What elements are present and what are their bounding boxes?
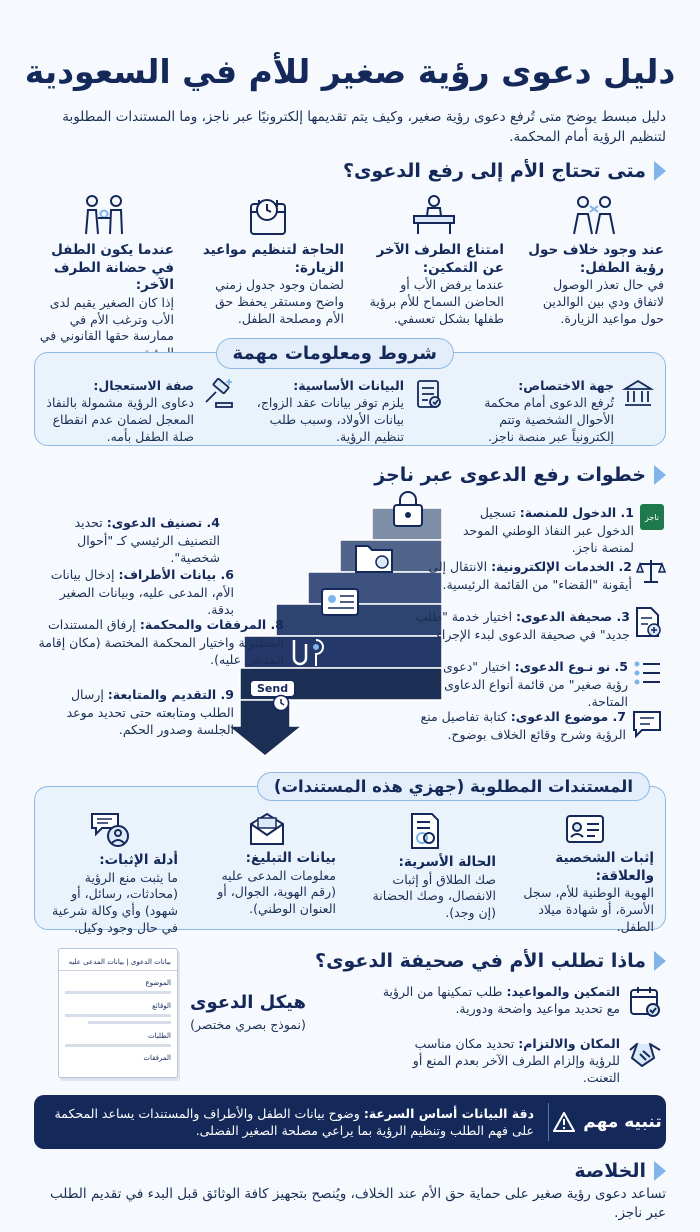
clock-icon <box>272 694 290 712</box>
rings-document-icon <box>356 812 496 850</box>
barrier-icon <box>364 194 504 238</box>
doc-item-4: أدلة الإثبات: ما يثبت منع الرؤية (محادثات، رسائل، أو شهود) وأي وكالة شرعية في حال وجود وكيل. <box>42 812 178 937</box>
scales-icon <box>636 556 666 586</box>
when-item-4: عندما يكون الطفل في حضانة الطرف الآخر: إذا كان الصغير يقيم لدى الأب وترغب الأم في ممارسة حقها القانوني في <box>34 194 174 362</box>
calendar-clock-icon <box>194 194 344 238</box>
section-when-heading: متى تحتاج الأم إلى رفع الدعوى؟ <box>343 160 666 182</box>
section-summary-heading: الخلاصة <box>574 1160 666 1182</box>
claim-structure-card: بيانات الدعوى | بيانات المدعى عليه الموضوع الوقائع الطلبات المرفقات <box>58 948 178 1078</box>
attachment-pin-icon <box>286 636 326 670</box>
when-item-1: عند وجود خلاف حول رؤية الطفل: في حال تعذر الوصول لاتفاق ودي بين الوالدين حول مواعيد الزيارة. <box>524 194 664 328</box>
conditions-heading: شروط ومعلومات مهمة <box>216 338 454 369</box>
docs-heading: المستندات المطلوبة (جهزي هذه المستندات) <box>257 772 650 801</box>
section-requests-heading: ماذا تطلب الأم في صحيفة الدعوى؟ <box>315 950 666 972</box>
structure-label: هيكل الدعوى (نموذج بصري مختصر) <box>189 992 307 1032</box>
condition-item-3: صفة الاستعجال: دعاوى الرؤية مشمولة بالنفاذ المعجل لضمان عدم انقطاع صلة الطفل بأمه. <box>42 378 234 446</box>
when-item-2: امتناع الطرف الآخر عن التمكين: عندما يرفض الأب أو الحاضن السماح للأم برؤية طفلها بشكل تعسفي. <box>364 194 504 328</box>
doc-item-3: بيانات التبليغ: معلومات المدعى عليه (رقم الهوية، الجوال، أو العنوان الوطني). <box>198 812 336 918</box>
step-9: 9. التقديم والمتابعة: إرسال الطلب ومتابعته حتى تحديد موعد الجلسة وصدور الحكم. <box>66 687 234 737</box>
step-6: 6. بيانات الأطراف: إدخال بيانات الأم، المدعى عليه، وبيانات الصغير بدقة. <box>50 567 234 617</box>
id-badge-icon <box>320 586 360 618</box>
step-7: 7. موضوع الدعوى: كتابة تفاصيل منع الرؤية وشرح وقائع الخلاف بوضوح. <box>420 709 626 742</box>
envelope-icon <box>198 812 336 846</box>
folder-icon <box>354 540 394 574</box>
step-1: 1. الدخول للمنصة: تسجيل الدخول عبر النفاذ الوطني الموحد لمنصة ناجز. <box>462 505 634 555</box>
family-conflict-icon <box>524 194 664 238</box>
step-4: 4. تصنيف الدعوى: تحديد التصنيف الرئيسي كـ "أحوال شخصية". <box>74 515 220 565</box>
request-item-1: التمكين والمواعيد: طلب تمكينها من الرؤية مع تحديد مواعيد واضحة ودورية. <box>382 984 662 1022</box>
doc-item-1: إثبات الشخصية والعلاقة: الهوية الوطنية للأم، سجل الأسرة، أو شهادة ميلاد الطفل. <box>516 812 654 936</box>
message-icon <box>632 710 662 738</box>
chat-person-icon <box>42 812 178 848</box>
new-document-icon <box>634 606 662 638</box>
gavel-icon <box>202 378 234 414</box>
alert-body: دقة البيانات أساس السرعة: وضوح بيانات الطفل والأطراف والمستندات يساعد المحكمة على فهم الطلب وتنظيم الرؤية بما يراعي مصلحة الصغير الفضلى. <box>54 1105 534 1138</box>
condition-item-2: البيانات الأساسية: يلزم توفر بيانات عقد الزواج، بيانات الأولاد، وسبب طلب تنظيم الرؤية. <box>244 378 444 446</box>
lock-icon <box>390 490 426 528</box>
when-item-3: الحاجة لتنظيم مواعيد الزيارة: لضمان وجود جدول زمني واضح ومستقر يحفظ حق الأم ومصلحة الطفل. <box>194 194 344 328</box>
page-title: دليل دعوى رؤية صغير للأم في السعودية <box>24 52 676 91</box>
courthouse-icon <box>622 378 654 414</box>
intro-text: دليل مبسط يوضح متى تُرفع دعوى رؤية صغير، وكيف يتم تقديمها إلكترونيًا عبر ناجز، وما المستندات المطلوبة لتنظيم الرؤية أمام المحكمة. <box>62 109 666 145</box>
najiz-logo: ناجز <box>640 504 664 530</box>
section-marker-icon <box>654 951 666 971</box>
condition-item-1: جهة الاختصاص: تُرفع الدعوى أمام محكمة الأحوال الشخصية وتتم إلكترونياً عبر منصة ناجز. <box>454 378 654 446</box>
warning-icon <box>553 1112 575 1132</box>
request-item-2: المكان والالتزام: تحديد مكان مناسب للرؤية وإلزام الطرف الآخر بعدم المنع أو التعنت. <box>382 1036 662 1087</box>
step-3: 3. صحيفة الدعوى: اختيار خدمة "طلب جديد" في صحيفة الدعوى لبدء الإجراء. <box>415 609 630 642</box>
step-8: 8. المرفقات والمحكمة: إرفاق المستندات المطلوبة واختيار المحكمة المختصة (مكان إقامة المدعى عليه). <box>38 617 284 667</box>
alert-label: تنبيه مهم <box>548 1103 666 1141</box>
section-marker-icon <box>654 1161 666 1181</box>
important-alert <box>34 1095 666 1149</box>
section-marker-icon <box>654 465 666 485</box>
send-button-graphic: Send <box>250 680 295 697</box>
checklist-icon <box>412 378 444 414</box>
summary-text: تساعد دعوى رؤية صغير على حماية حق الأم عند الخلاف، ويُنصح بتجهيز كافة الوثائق قبل البدء في تقديم الطلب عبر ناجز. <box>49 1186 666 1221</box>
doc-item-2: الحالة الأسرية: صك الطلاق أو إثبات الانفصال، وصك الحضانة (إن وجد). <box>356 812 496 922</box>
parent-child-icon <box>34 194 174 238</box>
id-card-icon <box>516 812 654 846</box>
handshake-icon <box>628 1036 662 1074</box>
step-2: 2. الخدمات الإلكترونية: الانتقال إلى أيقونة "القضاء" من القائمة الرئيسية. <box>428 559 632 592</box>
list-icon <box>634 660 662 686</box>
section-marker-icon <box>654 161 666 181</box>
calendar-check-icon <box>628 984 662 1022</box>
section-steps-heading: خطوات رفع الدعوى عبر ناجز <box>374 464 666 486</box>
step-5: 5. نو نـوع الدعوى: اختيار "دعوى رؤية صغير" من قائمة أنواع الدعاوى المتاحة. <box>443 659 628 709</box>
